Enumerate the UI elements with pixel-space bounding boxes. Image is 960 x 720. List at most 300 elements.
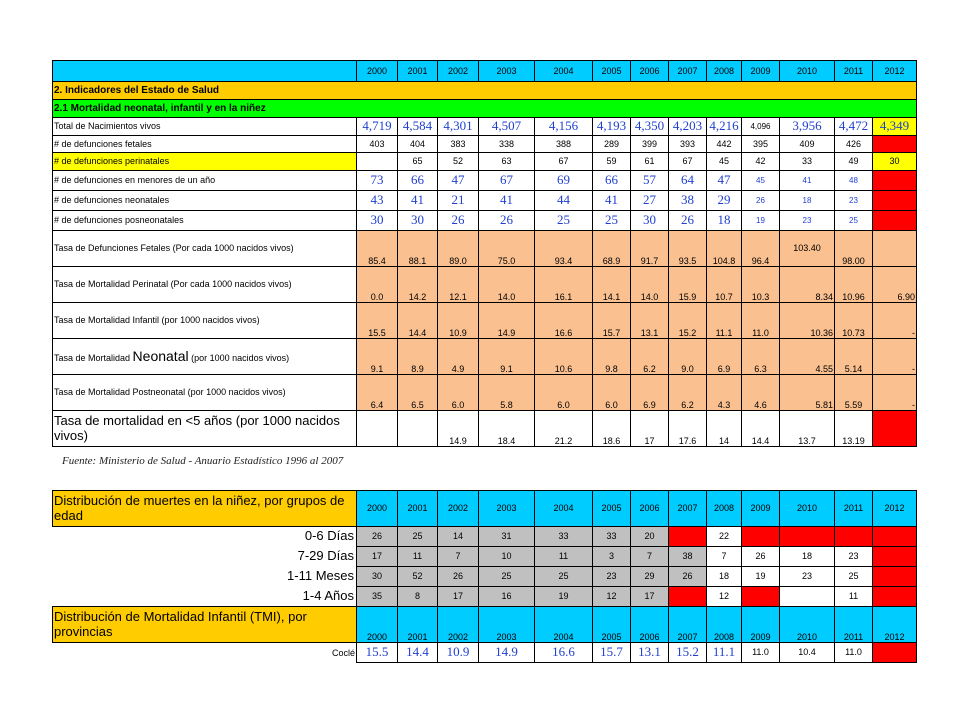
- age-label: 1-4 Años: [302, 588, 354, 604]
- cell: 18.6: [593, 411, 631, 447]
- cell: 38: [669, 191, 707, 211]
- cell: 10.9: [438, 303, 479, 339]
- year-header: 2010: [780, 61, 835, 82]
- cell: 4.6: [742, 375, 780, 411]
- cell: 6.5: [398, 375, 438, 411]
- cell: 26: [742, 547, 780, 567]
- cell: 399: [631, 136, 669, 153]
- row-neonatales: [53, 191, 917, 211]
- cell: 8.34: [780, 267, 835, 303]
- year-header: 2012: [873, 607, 917, 643]
- cell: 10.7: [707, 267, 742, 303]
- year-header: 2005: [593, 607, 631, 643]
- year-header: 2006: [631, 491, 669, 527]
- year-header: 2001: [398, 607, 438, 643]
- cell: 45: [707, 153, 742, 171]
- year-header: 2008: [707, 491, 742, 527]
- cell: 4,350: [631, 118, 669, 136]
- cell: 67: [669, 153, 707, 171]
- cell: 15.2: [669, 643, 707, 663]
- cell: 10.73: [835, 303, 873, 339]
- province-label: Coclé: [331, 647, 355, 658]
- cell: 52: [398, 567, 438, 587]
- row-label: Tasa de Mortalidad Postneonatal (por 1000 nacidos vivos): [53, 375, 357, 411]
- cell: 11.1: [707, 303, 742, 339]
- cell: 5.14: [835, 339, 873, 375]
- cell: 65: [398, 153, 438, 171]
- cell: 6.2: [669, 375, 707, 411]
- cell-empty: [669, 587, 707, 607]
- cell: 25: [479, 567, 535, 587]
- cell: 14.0: [479, 267, 535, 303]
- cell: 4,584: [398, 118, 438, 136]
- row-label: [53, 339, 357, 375]
- cell: 18: [707, 567, 742, 587]
- label-big: Neonatal: [132, 348, 189, 365]
- label-post: (por 1000 nacidos vivos): [188, 353, 290, 364]
- cell: 17.6: [669, 411, 707, 447]
- cell: 85.4: [357, 231, 398, 267]
- year-header: 2010: [780, 607, 835, 643]
- year-header: 2009: [742, 491, 780, 527]
- cell: 69: [535, 171, 593, 191]
- cell: 16.1: [535, 267, 593, 303]
- cell: 98.00: [835, 231, 873, 267]
- cell-empty: [873, 191, 917, 211]
- cell: 9.1: [357, 339, 398, 375]
- cell: 35: [357, 587, 398, 607]
- cell-empty: [873, 231, 917, 267]
- cell: 19: [742, 567, 780, 587]
- cell: 66: [398, 171, 438, 191]
- age-label: 1-11 Meses: [287, 568, 354, 584]
- row-tasa-infantil: [53, 303, 917, 339]
- row-tasa-menores5: [53, 411, 917, 447]
- row-perinatales: [53, 153, 917, 171]
- cell: 5.81: [780, 375, 835, 411]
- cell: 21.2: [535, 411, 593, 447]
- cell: 11: [535, 547, 593, 567]
- year-header: 2011: [835, 491, 873, 527]
- cell-empty: [780, 587, 835, 607]
- year-header: 2011: [835, 607, 873, 643]
- cell: 4,349: [873, 118, 917, 136]
- cell: 25: [835, 211, 873, 231]
- cell: 26: [438, 567, 479, 587]
- year-header-corner: [53, 61, 357, 82]
- cell: 6.90: [873, 267, 917, 303]
- cell: 21: [438, 191, 479, 211]
- year-header: 2005: [593, 61, 631, 82]
- row-tasa-neonatal: [53, 339, 917, 375]
- cell: 4,193: [593, 118, 631, 136]
- row-label: # de defunciones en menores de un año: [53, 171, 357, 191]
- cell: 15.7: [593, 303, 631, 339]
- cell: 23: [593, 567, 631, 587]
- cell: 14.2: [398, 267, 438, 303]
- year-header: 2003: [479, 61, 535, 82]
- cell: 16.6: [535, 303, 593, 339]
- year-header: 2005: [593, 491, 631, 527]
- cell: 23: [835, 547, 873, 567]
- cell: 33: [780, 153, 835, 171]
- age-label: 0-6 Días: [304, 528, 354, 544]
- cell: 14.4: [398, 303, 438, 339]
- cell: 14: [438, 527, 479, 547]
- year-header-row: [53, 61, 917, 82]
- year-header: 2008: [707, 607, 742, 643]
- cell: 103.40: [780, 231, 835, 267]
- cell: 10: [479, 547, 535, 567]
- cell: 91.7: [631, 231, 669, 267]
- cell: 17: [438, 587, 479, 607]
- cell: 67: [535, 153, 593, 171]
- cell-empty: [873, 171, 917, 191]
- cell: 18: [780, 547, 835, 567]
- cell-empty: [357, 153, 398, 171]
- cell: 6.0: [438, 375, 479, 411]
- cell: 41: [593, 191, 631, 211]
- province-distribution-title: Distribución de Mortalidad Infantil (TMI), por provincias: [53, 607, 357, 643]
- cell: 16: [479, 587, 535, 607]
- cell: 43: [357, 191, 398, 211]
- cell: 7: [438, 547, 479, 567]
- cell: 6.2: [631, 339, 669, 375]
- cell: 26: [669, 211, 707, 231]
- cell: 12: [593, 587, 631, 607]
- cell: 96.4: [742, 231, 780, 267]
- cell: -: [873, 303, 917, 339]
- cell: 15.5: [357, 643, 398, 663]
- year-header: 2009: [742, 607, 780, 643]
- year-header: 2007: [669, 61, 707, 82]
- age-label: 7-29 Días: [297, 548, 354, 564]
- row-label: Tasa de Mortalidad Perinatal (Por cada 1000 nacidos vivos): [53, 267, 357, 303]
- year-header: 2002: [438, 491, 479, 527]
- row-tasa-perinatal: [53, 267, 917, 303]
- row-label: # de defunciones perinatales: [53, 153, 357, 171]
- cell: 47: [438, 171, 479, 191]
- cell: 30: [873, 153, 917, 171]
- cell: 26: [742, 191, 780, 211]
- label-pre: Tasa de Mortalidad: [54, 353, 133, 364]
- province-header-row: [53, 607, 917, 643]
- cell: 7: [631, 547, 669, 567]
- age-header-row: [53, 491, 917, 527]
- row-tasa-fetales: [53, 231, 917, 267]
- cell: 3,956: [780, 118, 835, 136]
- year-header: 2003: [479, 607, 535, 643]
- cell: 3: [593, 547, 631, 567]
- cell: 8.9: [398, 339, 438, 375]
- age-row-0-6: [53, 527, 917, 547]
- year-header: 2002: [438, 61, 479, 82]
- cell: 12.1: [438, 267, 479, 303]
- age-row-1-11: [53, 567, 917, 587]
- cell: 41: [479, 191, 535, 211]
- cell: 8: [398, 587, 438, 607]
- cell: 20: [631, 527, 669, 547]
- cell: 383: [438, 136, 479, 153]
- cell: 27: [631, 191, 669, 211]
- cell: 388: [535, 136, 593, 153]
- cell-empty: [873, 136, 917, 153]
- year-header: 2008: [707, 61, 742, 82]
- cell: 93.5: [669, 231, 707, 267]
- cell: 23: [835, 191, 873, 211]
- cell: 4.3: [707, 375, 742, 411]
- cell: 11.0: [742, 303, 780, 339]
- cell: 30: [357, 567, 398, 587]
- cell: 338: [479, 136, 535, 153]
- year-header: 2010: [780, 491, 835, 527]
- cell: 4.9: [438, 339, 479, 375]
- cell: 15.5: [357, 303, 398, 339]
- cell: 75.0: [479, 231, 535, 267]
- cell: 25: [593, 211, 631, 231]
- cell: 10.4: [780, 643, 835, 663]
- cell: 26: [669, 567, 707, 587]
- cell: 64: [669, 171, 707, 191]
- cell: 49: [835, 153, 873, 171]
- cell: 15.7: [593, 643, 631, 663]
- cell: 42: [742, 153, 780, 171]
- cell: 31: [479, 527, 535, 547]
- cell: 11.0: [835, 643, 873, 663]
- cell: 4,507: [479, 118, 535, 136]
- cell: 45: [742, 171, 780, 191]
- cell: 73: [357, 171, 398, 191]
- cell: 13.19: [835, 411, 873, 447]
- cell: 4,156: [535, 118, 593, 136]
- cell: 38: [669, 547, 707, 567]
- year-header: 2000: [357, 607, 398, 643]
- section-title: 2. Indicadores del Estado de Salud: [53, 82, 917, 100]
- cell: 4,472: [835, 118, 873, 136]
- cell: 404: [398, 136, 438, 153]
- cell: 59: [593, 153, 631, 171]
- cell: 17: [631, 411, 669, 447]
- cell: 9.1: [479, 339, 535, 375]
- cell: 18: [780, 191, 835, 211]
- cell: 17: [357, 547, 398, 567]
- cell: 10.9: [438, 643, 479, 663]
- cell: 88.1: [398, 231, 438, 267]
- row-fetales: [53, 136, 917, 153]
- cell-empty: [873, 547, 917, 567]
- cell: 14.9: [438, 411, 479, 447]
- cell: 29: [631, 567, 669, 587]
- year-header: 2000: [357, 491, 398, 527]
- row-label: Tasa de Defunciones Fetales (Por cada 1000 nacidos vivos): [53, 231, 357, 267]
- cell: 25: [535, 211, 593, 231]
- cell: 6.0: [593, 375, 631, 411]
- cell: 25: [398, 527, 438, 547]
- row-label: # de defunciones neonatales: [53, 191, 357, 211]
- cell: 19: [535, 587, 593, 607]
- year-header: 2011: [835, 61, 873, 82]
- cell: 15.2: [669, 303, 707, 339]
- cell: 26: [438, 211, 479, 231]
- cell: 10.6: [535, 339, 593, 375]
- year-header: 2003: [479, 491, 535, 527]
- cell: 18.4: [479, 411, 535, 447]
- cell: 4,096: [742, 118, 780, 136]
- cell-empty: [742, 587, 780, 607]
- cell-empty: [873, 567, 917, 587]
- year-header: 2006: [631, 61, 669, 82]
- cell-empty: [873, 527, 917, 547]
- row-label: # de defunciones posneonatales: [53, 211, 357, 231]
- cell: 5.59: [835, 375, 873, 411]
- cell: 442: [707, 136, 742, 153]
- row-menores: [53, 171, 917, 191]
- cell: 14.1: [593, 267, 631, 303]
- cell: 14: [707, 411, 742, 447]
- row-tasa-postneonatal: [53, 375, 917, 411]
- cell: 7: [707, 547, 742, 567]
- cell-empty: [873, 643, 917, 663]
- cell: 29: [707, 191, 742, 211]
- cell: 6.3: [742, 339, 780, 375]
- cell-empty: [835, 527, 873, 547]
- year-header: 2001: [398, 61, 438, 82]
- cell: 41: [780, 171, 835, 191]
- cell: 4.55: [780, 339, 835, 375]
- cell: 11.0: [742, 643, 780, 663]
- cell: 11.1: [707, 643, 742, 663]
- cell: 19: [742, 211, 780, 231]
- cell: 48: [835, 171, 873, 191]
- cell: -: [873, 339, 917, 375]
- cell: 393: [669, 136, 707, 153]
- cell-empty: [873, 211, 917, 231]
- cell: 63: [479, 153, 535, 171]
- age-row-1-4: [53, 587, 917, 607]
- cell: 10.3: [742, 267, 780, 303]
- province-distribution-table: [52, 606, 917, 663]
- cell: 11: [835, 587, 873, 607]
- cell: 52: [438, 153, 479, 171]
- cell: 4,301: [438, 118, 479, 136]
- cell: 6.9: [631, 375, 669, 411]
- cell: 26: [357, 527, 398, 547]
- row-label: Tasa de mortalidad en <5 años (por 1000 nacidos vivos): [53, 411, 357, 447]
- cell: 9.0: [669, 339, 707, 375]
- cell: 44: [535, 191, 593, 211]
- cell: 26: [479, 211, 535, 231]
- cell: 47: [707, 171, 742, 191]
- cell: 23: [780, 211, 835, 231]
- cell: 57: [631, 171, 669, 191]
- cell: 17: [631, 587, 669, 607]
- year-header: 2007: [669, 607, 707, 643]
- cell: 14.4: [398, 643, 438, 663]
- cell: 25: [535, 567, 593, 587]
- cell: 104.8: [707, 231, 742, 267]
- cell: 93.4: [535, 231, 593, 267]
- cell: 14.9: [479, 643, 535, 663]
- cell: 18: [707, 211, 742, 231]
- year-header: 2012: [873, 491, 917, 527]
- cell: 68.9: [593, 231, 631, 267]
- year-header: 2004: [535, 491, 593, 527]
- row-label: Total de Nacimientos vivos: [53, 118, 357, 136]
- cell: 22: [707, 527, 742, 547]
- year-header: 2002: [438, 607, 479, 643]
- year-header: 2012: [873, 61, 917, 82]
- row-label: # de defunciones fetales: [53, 136, 357, 153]
- cell: 395: [742, 136, 780, 153]
- cell: 41: [398, 191, 438, 211]
- age-distribution-table: [52, 490, 917, 607]
- row-nacimientos: [53, 118, 917, 136]
- cell: 4,203: [669, 118, 707, 136]
- cell: 15.9: [669, 267, 707, 303]
- age-row-7-29: [53, 547, 917, 567]
- cell: 0.0: [357, 267, 398, 303]
- cell: 13.7: [780, 411, 835, 447]
- cell-empty: [398, 411, 438, 447]
- cell: 14.9: [479, 303, 535, 339]
- cell: 89.0: [438, 231, 479, 267]
- cell: 409: [780, 136, 835, 153]
- province-row-cocle: [53, 643, 917, 663]
- year-header: 2001: [398, 491, 438, 527]
- row-posneonatales: [53, 211, 917, 231]
- year-header: 2009: [742, 61, 780, 82]
- cell: 16.6: [535, 643, 593, 663]
- cell: 33: [593, 527, 631, 547]
- cell: 10.36: [780, 303, 835, 339]
- subsection-title: 2.1 Mortalidad neonatal, infantil y en la niñez: [53, 100, 917, 118]
- cell: 9.8: [593, 339, 631, 375]
- cell: 13.1: [631, 643, 669, 663]
- cell: 5.8: [479, 375, 535, 411]
- cell: 33: [535, 527, 593, 547]
- cell-empty: [742, 527, 780, 547]
- cell: 13.1: [631, 303, 669, 339]
- age-distribution-title: Distribución de muertes en la niñez, por grupos de edad: [53, 491, 357, 527]
- cell: 30: [357, 211, 398, 231]
- cell: 66: [593, 171, 631, 191]
- cell: 10.96: [835, 267, 873, 303]
- row-label: Tasa de Mortalidad Infantil (por 1000 nacidos vivos): [53, 303, 357, 339]
- cell: 4,719: [357, 118, 398, 136]
- cell: 6.0: [535, 375, 593, 411]
- cell: 61: [631, 153, 669, 171]
- cell: 6.4: [357, 375, 398, 411]
- cell: 12: [707, 587, 742, 607]
- cell-empty: [357, 411, 398, 447]
- cell: 67: [479, 171, 535, 191]
- cell-empty: [873, 587, 917, 607]
- cell-empty: [873, 411, 917, 447]
- source-note: Fuente: Ministerio de Salud - Anuario Estadístico 1996 al 2007: [62, 455, 344, 467]
- cell: 23: [780, 567, 835, 587]
- cell: 30: [631, 211, 669, 231]
- cell: 6.9: [707, 339, 742, 375]
- cell: 25: [835, 567, 873, 587]
- year-header: 2007: [669, 491, 707, 527]
- year-header: 2004: [535, 61, 593, 82]
- cell: 289: [593, 136, 631, 153]
- cell: 14.0: [631, 267, 669, 303]
- cell: -: [873, 375, 917, 411]
- cell: 4,216: [707, 118, 742, 136]
- cell-empty: [780, 527, 835, 547]
- cell: 14.4: [742, 411, 780, 447]
